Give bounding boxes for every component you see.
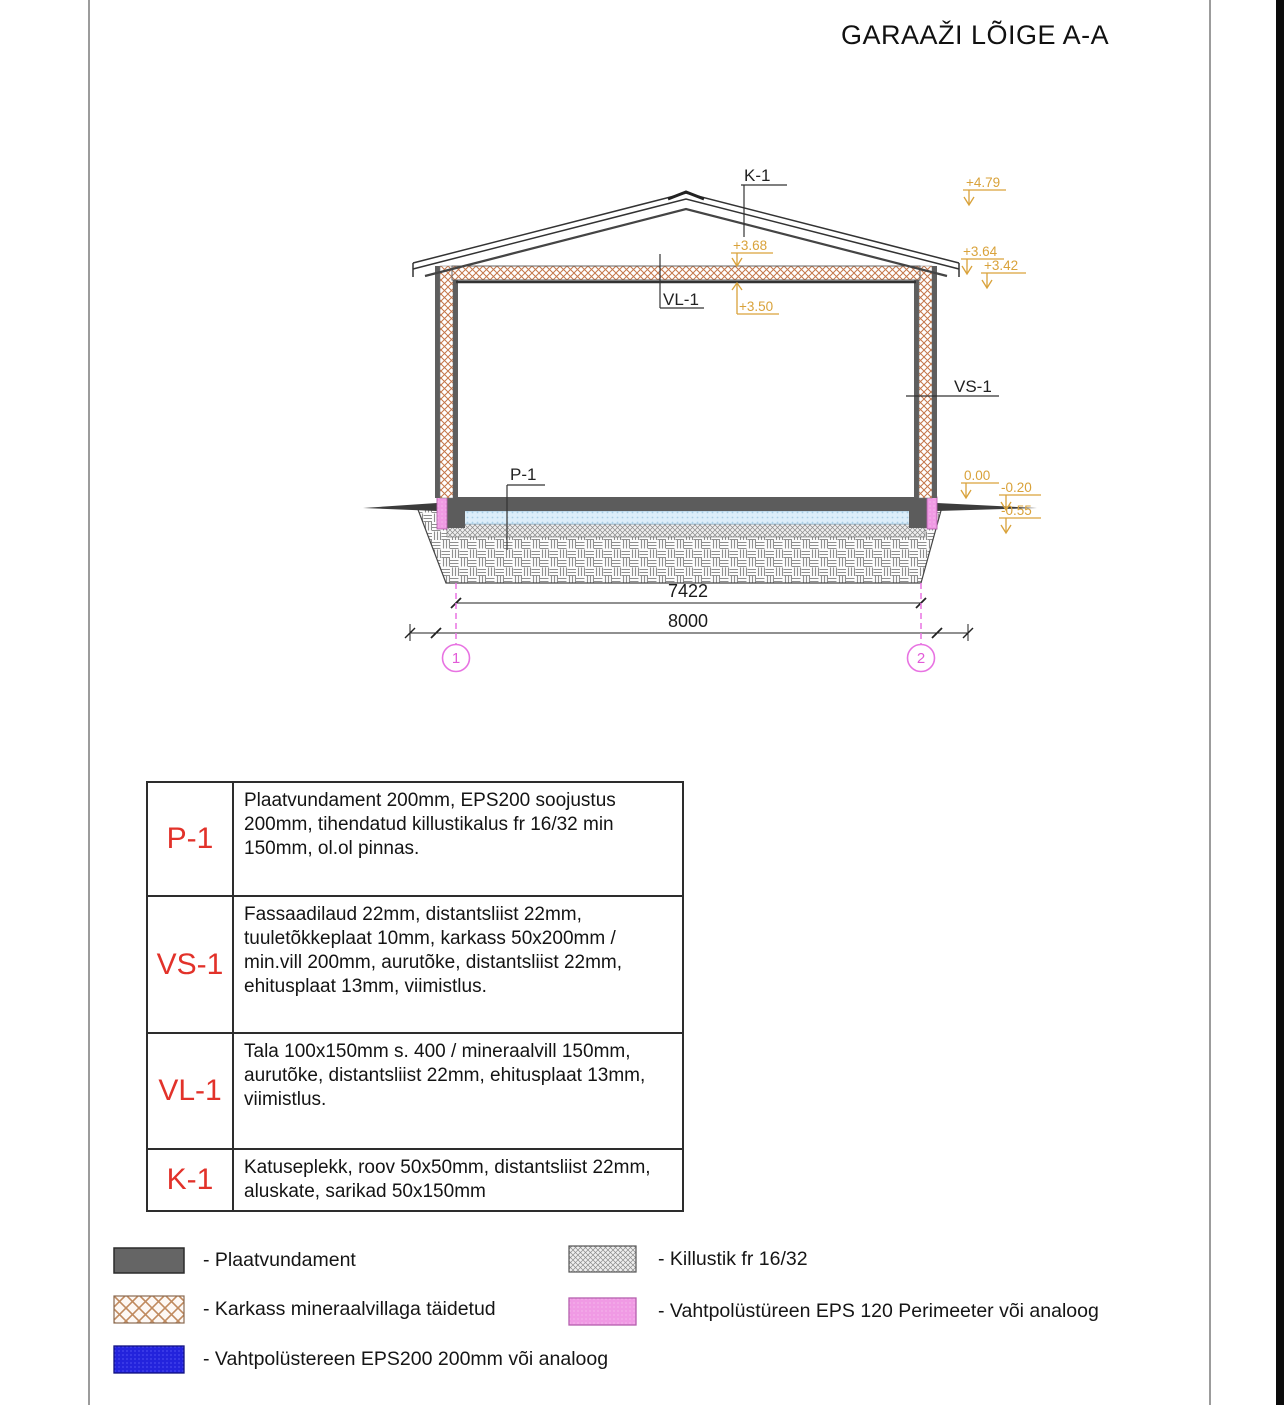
legend-label-eps200: - Vahtpolüstereen EPS200 200mm või analoog [203, 1348, 609, 1370]
legend-label-killustik: - Killustik fr 16/32 [658, 1248, 808, 1270]
grid-axis-2-number: 2 [916, 650, 926, 667]
compacted-gravel-layer [447, 524, 925, 537]
spec-row-p1 [148, 783, 682, 897]
slab-edge-right [909, 497, 927, 528]
spec-desc-vl1: Tala 100x150mm s. 400 / mineraalvill 150mm, aurutõke, distantsliist 22mm, ehitusplaat 13mm, viimistlus. [244, 1041, 646, 1110]
elevation-ground: -0.20 [1001, 480, 1032, 495]
grid-axis-1 [443, 583, 470, 672]
k1-label: K-1 [744, 166, 771, 185]
spec-code-vs1: VS-1 [148, 897, 234, 1032]
floor-slab [447, 497, 925, 511]
label-k1 [741, 166, 787, 237]
dimension-inner-value: 7422 [667, 581, 709, 601]
perimeter-insulation-right [927, 497, 937, 529]
elevation-ceiling-top: +3.68 [733, 238, 768, 253]
eps-insulation-layer [460, 511, 912, 524]
grid-axis-2 [908, 583, 935, 672]
legend-label-plaatvundament: - Plaatvundament [203, 1249, 356, 1271]
legend-swatch-eps200 [113, 1345, 185, 1374]
spec-desc-p1: Plaatvundament 200mm, EPS200 soojustus 200mm, tihendatud killustikalus fr 16/32 min 150mm, ol.ol pinnas. [244, 790, 616, 859]
ground-line-left [363, 503, 437, 511]
slab-edge-left [447, 497, 465, 528]
elevation-ceiling-bottom: +3.50 [739, 299, 774, 314]
perimeter-insulation-left [437, 497, 447, 529]
dimension-outer [405, 611, 973, 641]
floor-slab-assembly [437, 497, 937, 537]
dimension-inner [451, 581, 926, 608]
vs1-label: VS-1 [954, 377, 992, 396]
elevation-footing: -0.55 [1001, 503, 1032, 518]
legend-label-eps120: - Vahtpolüstüreen EPS 120 Perimeeter või analoog [658, 1300, 1099, 1322]
spec-code-vl1: VL-1 [148, 1034, 234, 1148]
drawing-title: GARAAŽI LÕIGE A-A [841, 20, 1110, 50]
legend-swatch-karkass [113, 1295, 185, 1324]
elevation-ridge: +4.79 [966, 175, 1001, 190]
grid-axis-1-number: 1 [451, 650, 461, 667]
legend-swatch-eps120 [568, 1297, 637, 1326]
elevation-floor: 0.00 [964, 468, 991, 483]
legend-swatch-killustik [568, 1245, 637, 1273]
elevation-eave-lower: +3.42 [984, 258, 1019, 273]
legend-swatch-plaatvundament [113, 1247, 185, 1274]
spec-desc-k1: Katuseplekk, roov 50x50mm, distantsliist 22mm, aluskate, sarikad 50x150mm [244, 1157, 651, 1202]
spec-desc-vs1: Fassaadilaud 22mm, distantsliist 22mm, tuuletõkkeplaat 10mm, karkass 50x200mm / min.vill 200mm, aurutõke, distantsliist 22mm, ehitusplaat 13mm, viimistlus. [244, 904, 623, 997]
spec-code-p1: P-1 [148, 783, 234, 895]
ceiling-assembly [452, 266, 920, 282]
p1-label: P-1 [510, 465, 537, 484]
dimension-outer-value: 8000 [667, 611, 709, 631]
legend-label-karkass: - Karkass mineraalvillaga täidetud [203, 1298, 496, 1320]
spec-row-k1 [148, 1150, 682, 1210]
spec-table [146, 781, 684, 1212]
vl1-label: VL-1 [663, 290, 699, 309]
elevation-marks [731, 190, 1041, 533]
spec-code-k1: K-1 [148, 1150, 234, 1210]
elevation-eave-upper: +3.64 [963, 244, 998, 259]
right-wall [914, 266, 937, 498]
left-wall [435, 266, 458, 498]
roof [413, 192, 959, 277]
spec-row-vs1 [148, 897, 682, 1034]
spec-row-vl1 [148, 1034, 682, 1150]
